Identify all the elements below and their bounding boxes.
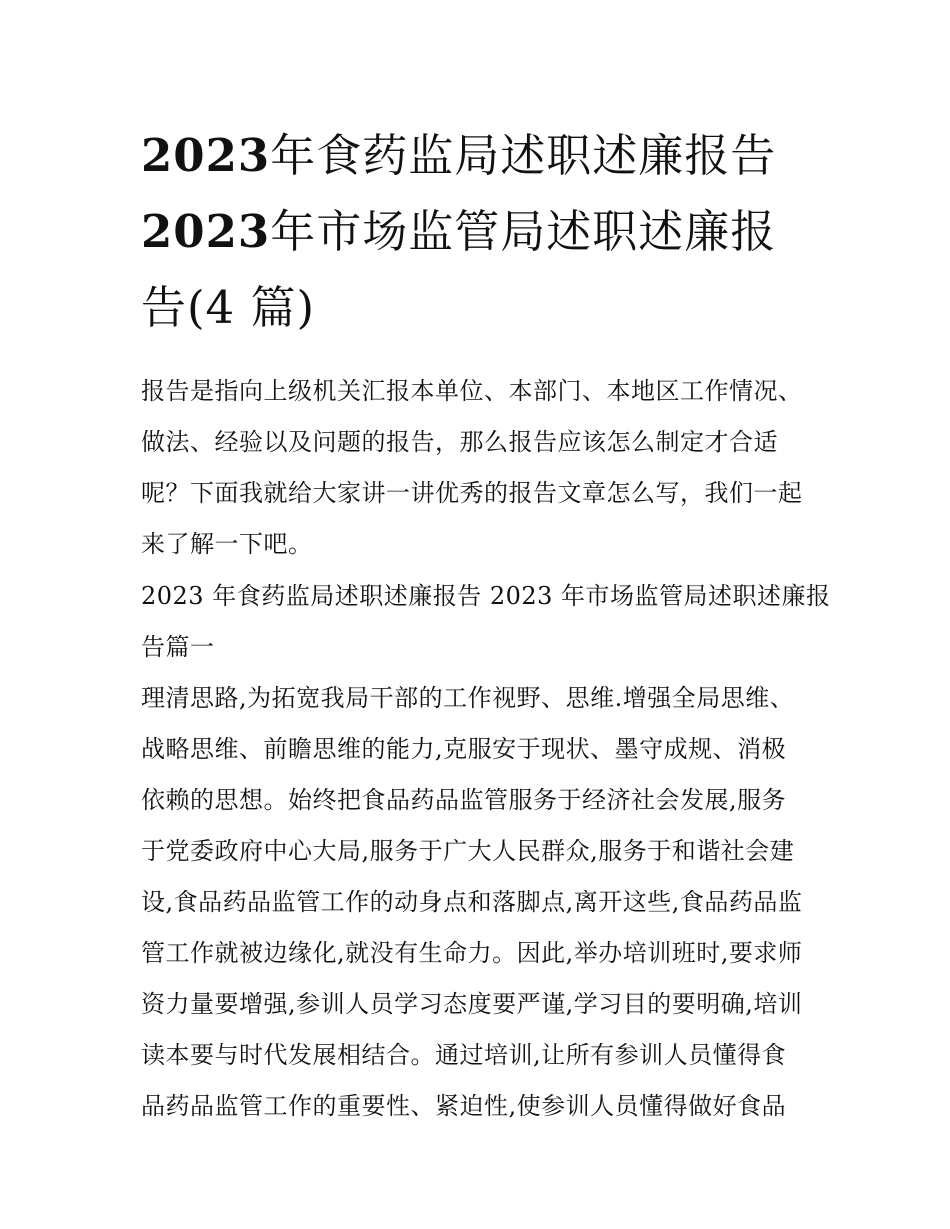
title-year-2: 2023 bbox=[141, 205, 271, 258]
title-line-1 bbox=[141, 118, 813, 194]
title-text-3: 告(4 篇) bbox=[141, 281, 316, 334]
body-line: 战略思维、前瞻思维的能力,克服安于现状、墨守成规、消极 bbox=[141, 735, 787, 763]
title-line-3 bbox=[141, 270, 813, 346]
body-line: 品药品监管工作的重要性、紧迫性,使参训人员懂得做好食品 bbox=[141, 1092, 787, 1120]
document-page bbox=[141, 118, 831, 1132]
intro-line: 呢？下面我就给大家讲一讲优秀的报告文章怎么写，我们一起 bbox=[141, 479, 803, 507]
title-year-1: 2023 bbox=[141, 129, 271, 182]
body-line: 读本要与时代发展相结合。通过培训,让所有参训人员懂得食 bbox=[141, 1041, 787, 1069]
section-heading-line: 告篇一 bbox=[141, 633, 215, 661]
body-line: 依赖的思想。始终把食品药品监管服务于经济社会发展,服务 bbox=[141, 786, 787, 814]
body-line: 管工作就被边缘化,就没有生命力。因此,举办培训班时,要求师 bbox=[141, 939, 803, 967]
title-text-1: 年食药监局述职述廉报告 bbox=[270, 129, 777, 182]
intro-line: 报告是指向上级机关汇报本单位、本部门、本地区工作情况、 bbox=[141, 377, 803, 405]
section-heading-line: 2023 年食药监局述职述廉报告 2023 年市场监管局述职述廉报 bbox=[141, 582, 831, 610]
title-text-2: 年市场监管局述职述廉报 bbox=[270, 205, 777, 258]
title-line-2 bbox=[141, 194, 813, 270]
intro-line: 来了解一下吧。 bbox=[141, 530, 313, 558]
body-paragraph bbox=[141, 673, 813, 1132]
body-line: 资力量要增强,参训人员学习态度要严谨,学习目的要明确,培训 bbox=[141, 990, 803, 1018]
body-line: 设,食品药品监管工作的动身点和落脚点,离开这些,食品药品监 bbox=[141, 888, 803, 916]
intro-paragraph bbox=[141, 366, 813, 570]
body-line: 于党委政府中心大局,服务于广大人民群众,服务于和谐社会建 bbox=[141, 837, 795, 865]
section-heading bbox=[141, 571, 831, 673]
intro-line: 做法、经验以及问题的报告，那么报告应该怎么制定才合适 bbox=[141, 428, 778, 456]
document-title bbox=[141, 118, 813, 346]
body-line: 理清思路,为拓宽我局干部的工作视野、思维.增强全局思维、 bbox=[141, 684, 795, 712]
